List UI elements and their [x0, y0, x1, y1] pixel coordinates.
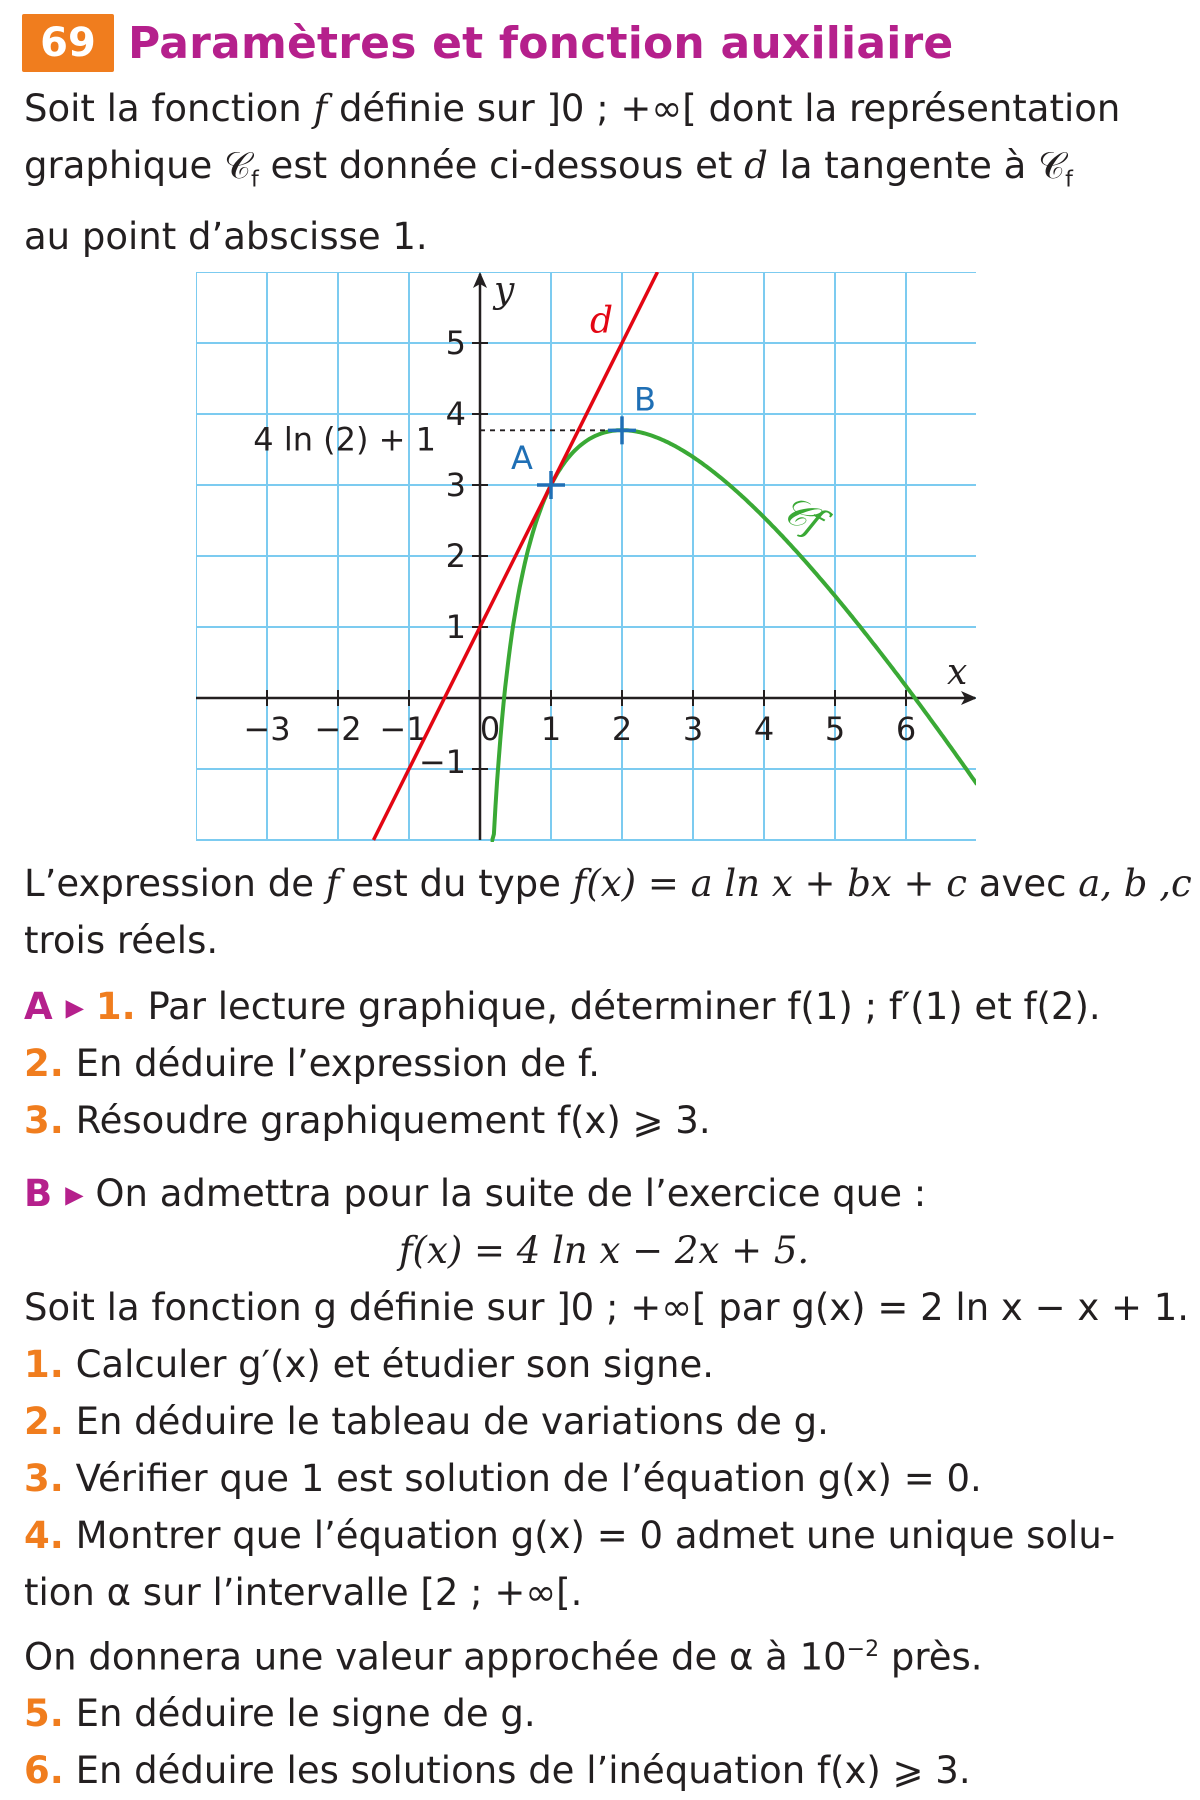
y-axis-label: y [494, 272, 515, 311]
g-definition: Soit la fonction g définie sur ]0 ; +∞[ par g(x) = 2 ln x − x + 1. [24, 1286, 1190, 1329]
part-b-item-6: 6. En déduire les solutions de l’inéquation f(x) ⩾ 3. [24, 1749, 971, 1793]
intro-line-2: graphique 𝒞$_f$ est donnée ci-dessous et d la tangente à 𝒞$_f$ [24, 144, 1073, 193]
part-a-item-2: 2. En déduire l’expression de f. [24, 1042, 601, 1085]
y-tick-label: 2 [445, 537, 466, 575]
x-tick-label: 6 [895, 710, 917, 748]
annotation-label: 4 ln (2) + 1 [253, 420, 436, 459]
x-tick-label: −2 [314, 710, 362, 748]
exercise-title: Paramètres et fonction auxiliaire [128, 17, 954, 69]
part-b-item-4: 4. Montrer que l’équation g(x) = 0 admet une unique solu- [24, 1514, 1116, 1557]
curve-cf-label: 𝒞f [773, 486, 832, 545]
intro-line-1: Soit la fonction f définie sur ]0 ; +∞[ dont la représentation [24, 87, 1121, 130]
y-tick-label: 4 [445, 395, 466, 433]
x-tick-label: 5 [824, 710, 846, 748]
expression-line-2: trois réels. [24, 919, 219, 962]
part-b-item-4-cont: tion α sur l’intervalle [2 ; +∞[. [24, 1571, 583, 1614]
point-label: B [634, 380, 656, 419]
approximation-note: On donnera une valeur approchée de α à $10^{-2}$ près. [24, 1635, 983, 1679]
x-tick-label: −3 [243, 710, 291, 748]
expression-paragraph [24, 855, 1192, 969]
x-tick-label: 2 [611, 710, 633, 748]
part-b-label: B ▸ [24, 1172, 84, 1215]
x-tick-label: 4 [753, 710, 775, 748]
grid [196, 272, 976, 840]
point-label: A [511, 439, 533, 477]
x-tick-label: 0 [479, 710, 501, 748]
part-a [24, 978, 1184, 1149]
expression-line-1: L’expression de f est du type f(x) = a ln x + bx + c avec a, b ,c [24, 862, 1192, 905]
part-b-intro: B ▸ On admettra pour la suite de l’exercice que : [24, 1172, 927, 1215]
function-graph [196, 272, 976, 844]
y-tick-label: 1 [445, 608, 466, 646]
intro-line-3: au point d’abscisse 1. [24, 215, 428, 259]
x-tick-label: 3 [682, 710, 704, 748]
exercise-number-badge: 69 [22, 14, 114, 72]
part-b-item-1: 1. Calculer g′(x) et étudier son signe. [24, 1343, 714, 1386]
part-a-item-3: 3. Résoudre graphiquement f(x) ⩾ 3. [24, 1099, 711, 1142]
part-a-label: A ▸ [24, 985, 85, 1028]
x-tick-label: 1 [540, 710, 562, 748]
y-tick-label: 5 [445, 324, 466, 362]
y-tick-label: −1 [418, 743, 466, 781]
x-axis-label: x [947, 652, 968, 693]
part-b-item-2: 2. En déduire le tableau de variations de g. [24, 1400, 829, 1443]
part-b-item-5: 5. En déduire le signe de g. [24, 1692, 536, 1736]
part-b-item-3: 3. Vérifier que 1 est solution de l’équation g(x) = 0. [24, 1457, 982, 1500]
part-b [24, 1165, 1190, 1799]
intro-paragraph [24, 80, 1184, 265]
x-tick-label: −1 [379, 710, 427, 748]
tangent-label: d [590, 300, 614, 342]
part-b-formula: f(x) = 4 ln x − 2x + 5. [398, 1229, 810, 1272]
part-a-item-1: A ▸ 1. Par lecture graphique, déterminer f(1) ; f′(1) et f(2). [24, 985, 1101, 1028]
y-tick-label: 3 [445, 466, 466, 504]
exercise-header [22, 14, 953, 72]
